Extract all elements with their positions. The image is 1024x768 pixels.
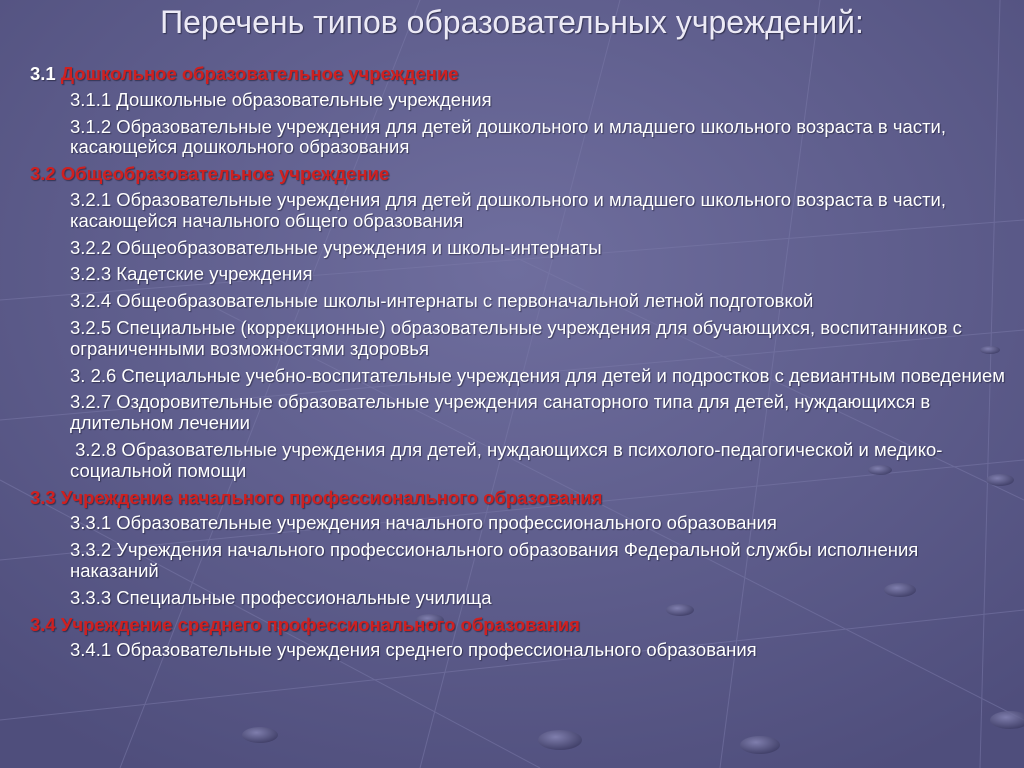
- section-heading: [30, 488, 1010, 509]
- section-number: 3.2: [30, 163, 56, 185]
- section-number: 3.4: [30, 613, 56, 635]
- type-list: [30, 64, 1010, 667]
- list-item: 3.2.2 Общеобразовательные учреждения и школы-интернаты: [70, 236, 602, 258]
- section-label: Дошкольное образовательное учреждение: [60, 63, 459, 84]
- list-item: 3.2.3 Кадетские учреждения: [70, 263, 313, 285]
- list-item: 3.3.2 Учреждения начального профессионального образования Федеральной службы исполнения наказаний: [70, 539, 919, 581]
- list-item: 3.1.2 Образовательные учреждения для детей дошкольного и младшего школьного возраста в части, касающейся дошкольного образования: [70, 115, 947, 158]
- section-number: 3.1: [30, 63, 56, 84]
- section-heading: [30, 64, 1010, 85]
- list-item: 3.2.5 Специальные (коррекционные) образовательные учреждения для обучающихся, воспитанников с ограниченными возможностями здоровья: [70, 316, 962, 359]
- list-item: 3.4.1 Образовательные учреждения среднего профессионального образования: [70, 639, 757, 661]
- section-label: Учреждение начального профессионального образования: [60, 486, 603, 508]
- section-label: Учреждение среднего профессионального образования: [60, 613, 580, 635]
- page-title: Перечень типов образовательных учреждений:: [160, 4, 864, 40]
- list-item: 3.2.4 Общеобразовательные школы-интернаты с первоначальной летной подготовкой: [70, 290, 814, 312]
- list-item: 3.3.3 Специальные профессиональные училища: [70, 586, 492, 608]
- list-item: 3.3.1 Образовательные учреждения начального профессионального образования: [70, 512, 777, 534]
- section-label: Общеобразовательное учреждение: [60, 163, 390, 185]
- section-heading: [30, 164, 1010, 185]
- list-item: 3.1.1 Дошкольные образовательные учреждения: [70, 88, 492, 110]
- list-item: 3. 2.6 Специальные учебно-воспитательные учреждения для детей и подростков с девиантным поведением: [70, 364, 1006, 386]
- section-number: 3.3: [30, 486, 56, 508]
- list-item: 3.2.1 Образовательные учреждения для детей дошкольного и младшего школьного возраста в части, касающейся начального общего образования: [70, 188, 947, 231]
- section-heading: [30, 615, 1010, 636]
- list-item: 3.2.7 Оздоровительные образовательные учреждения санаторного типа для детей, нуждающихся в длительном лечении: [70, 391, 931, 434]
- list-item: 3.2.8 Образовательные учреждения для детей, нуждающихся в психолого-педагогической и медико-социальной помощи: [70, 438, 943, 481]
